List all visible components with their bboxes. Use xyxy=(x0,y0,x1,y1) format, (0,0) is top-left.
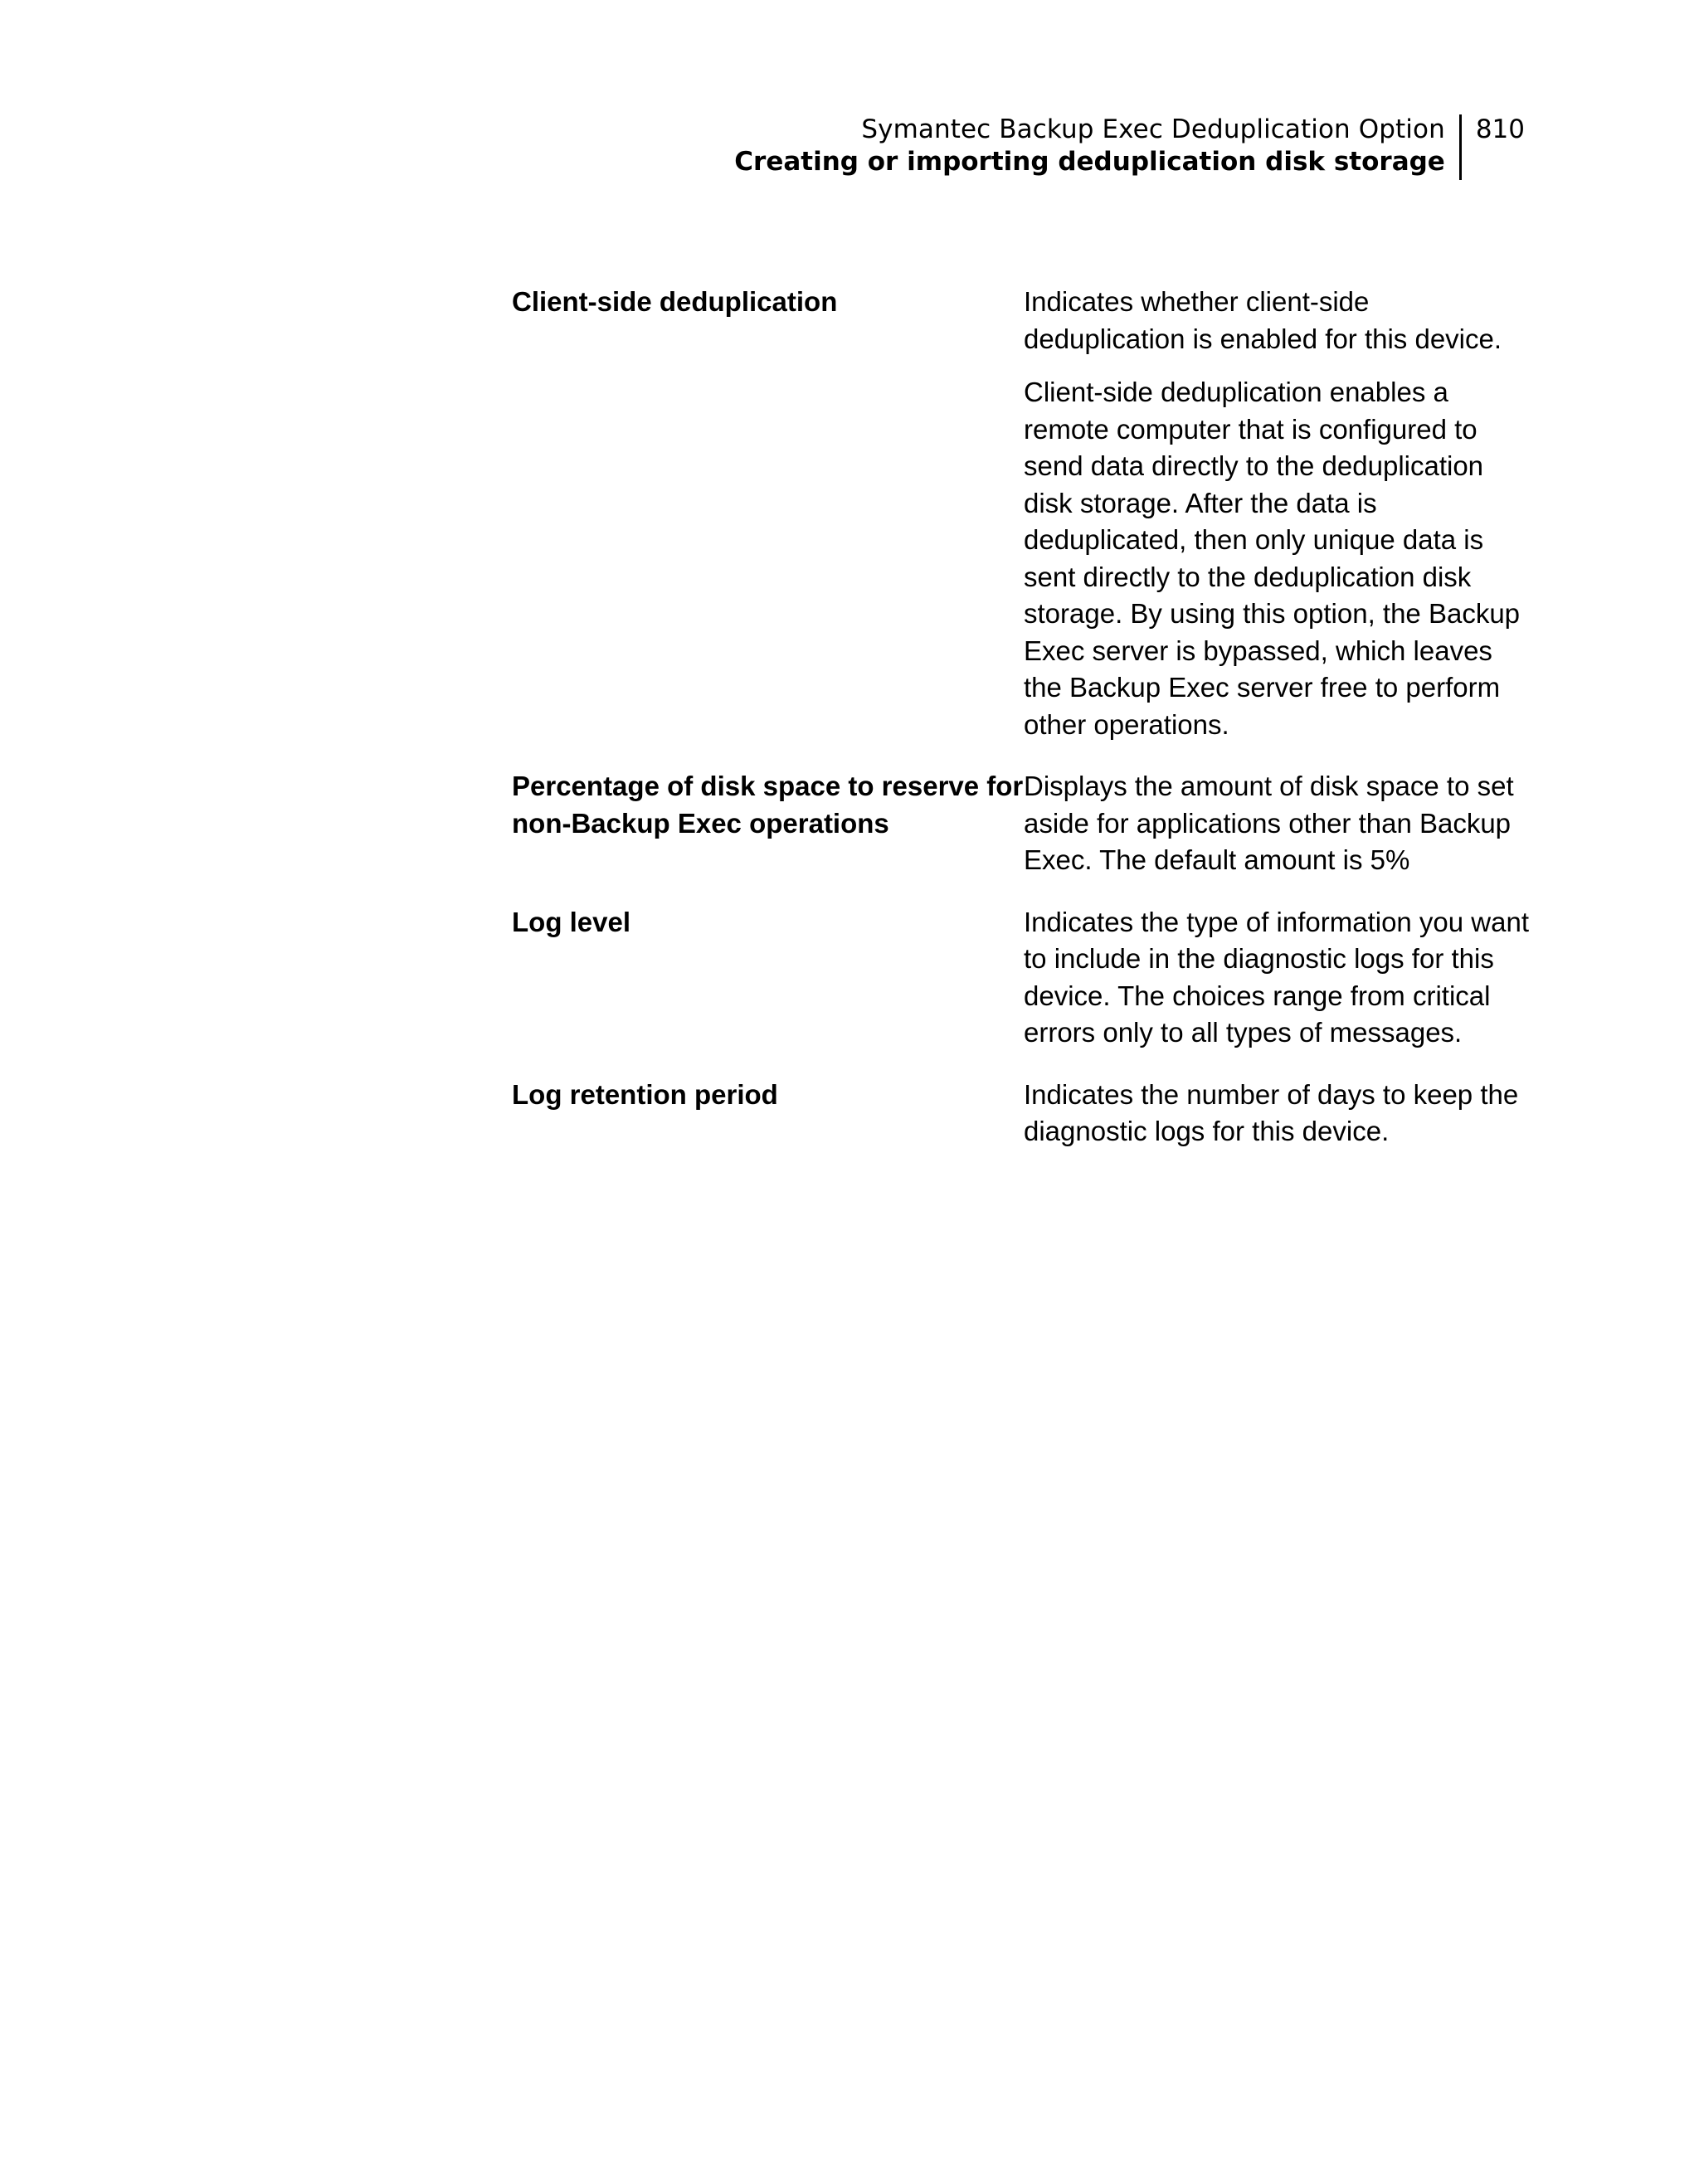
option-row-log-retention-period xyxy=(512,1077,1532,1150)
option-row-log-level xyxy=(512,904,1532,1052)
option-description-paragraph: Indicates the type of information you want to include in the diagnostic logs for this device. The choices range from critical errors only to all types of messages. xyxy=(1024,906,1530,1048)
option-term: Log level xyxy=(512,906,631,937)
option-description xyxy=(1024,904,1534,1052)
option-description xyxy=(1024,284,1534,743)
section-title: Creating or importing deduplication disk storage xyxy=(734,147,1445,177)
option-description-paragraph: Indicates whether client-side deduplication is enabled for this device. xyxy=(1024,286,1502,354)
chapter-title: Symantec Backup Exec Deduplication Option xyxy=(861,114,1445,144)
option-row-reserved-disk-space xyxy=(512,768,1532,879)
running-header xyxy=(734,114,1525,180)
option-description-paragraph: Client-side deduplication enables a remote computer that is configured to send data directly to the deduplication disk storage. After the data is deduplicated, then only unique data is sent directly to the deduplication disk storage. By using this option, the Backup Exec server is bypassed, which leaves the Backup Exec server free to perform other operations. xyxy=(1024,377,1521,740)
option-term: Log retention period xyxy=(512,1078,778,1110)
page-number: 810 xyxy=(1475,114,1525,144)
option-description xyxy=(1024,768,1534,879)
option-description xyxy=(1024,1077,1534,1150)
header-titles xyxy=(734,114,1462,180)
option-term: Client-side deduplication xyxy=(512,286,838,317)
option-description-paragraph: Indicates the number of days to keep the diagnostic logs for this device. xyxy=(1024,1078,1519,1146)
option-description-paragraph: Displays the amount of disk space to set aside for applications other than Backup Exec. The default amount is 5% xyxy=(1024,771,1514,875)
option-row-client-side-deduplication xyxy=(512,284,1532,743)
options-table xyxy=(512,284,1532,1175)
option-term: Percentage of disk space to reserve for non-Backup Exec operations xyxy=(512,771,1024,839)
